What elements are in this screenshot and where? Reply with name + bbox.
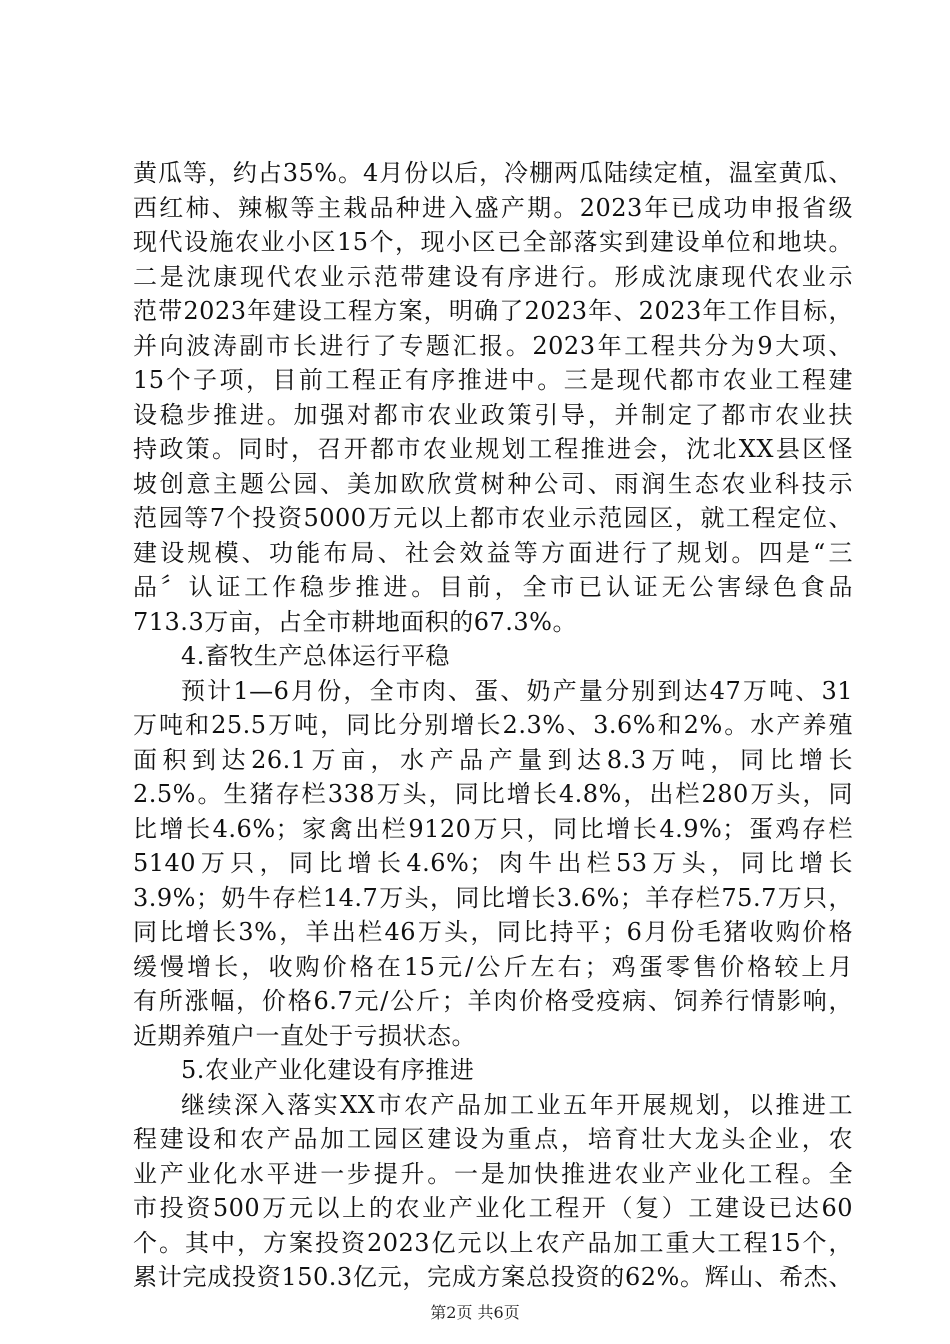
text-line: 持政策。同时，召开都市农业规划工程推进会，沈北XX县区怪 <box>133 435 853 463</box>
text-line: 现代设施农业小区15个，现小区已全部落实到建设单位和地块。 <box>133 228 853 256</box>
text-line: 业产业化水平进一步提升。一是加快推进农业产业化工程。全 <box>133 1159 853 1188</box>
text-line: 有所涨幅，价格6.7元/公斤；羊肉价格受疫病、饲养行情影响， <box>133 987 853 1015</box>
text-line: 西红柿、辣椒等主栽品种进入盛产期。2023年已成功申报省级 <box>133 193 853 222</box>
text-line: 预计1—6月份，全市肉、蛋、奶产量分别到达47万吨、31 <box>181 676 853 705</box>
text-line: 面积到达26.1万亩，水产品产量到达8.3万吨，同比增长 <box>133 745 853 774</box>
text-line: 个。其中，方案投资2023亿元以上农产品加工重大工程15个， <box>133 1228 853 1257</box>
text-line: 并向波涛副市长进行了专题汇报。2023年工程共分为9大项、 <box>133 331 853 360</box>
page-number-footer: 第2页 共6页 <box>430 1303 520 1322</box>
text-line: 建设规模、功能布局、社会效益等方面进行了规划。四是“三 <box>133 538 853 567</box>
text-line: 5140万只，同比增长4.6%；肉牛出栏53万头，同比增长 <box>133 849 853 877</box>
text-line: 坡创意主题公园、美加欧欣赏树种公司、雨润生态农业科技示 <box>133 469 853 498</box>
text-line: 15个子项，目前工程正有序推进中。三是现代都市农业工程建 <box>133 366 853 394</box>
text-line: 二是沈康现代农业示范带建设有序进行。形成沈康现代农业示 <box>133 262 853 291</box>
text-line: 累计完成投资150.3亿元，完成方案总投资的62%。辉山、希杰、 <box>133 1263 853 1291</box>
text-line: 缓慢增长，收购价格在15元/公斤左右；鸡蛋零售价格较上月 <box>133 952 853 981</box>
text-line: 同比增长3%，羊出栏46万头，同比持平；6月份毛猪收购价格 <box>133 918 853 946</box>
text-line: 市投资500万元以上的农业产业化工程开（复）工建设已达60 <box>133 1194 853 1222</box>
text-line: 品〞认证工作稳步推进。目前，全市已认证无公害绿色食品 <box>133 573 853 601</box>
text-line: 设稳步推进。加强对都市农业政策引导，并制定了都市农业扶 <box>133 400 853 429</box>
text-line: 2.5%。生猪存栏338万头，同比增长4.8%，出栏280万头，同 <box>133 780 853 808</box>
text-line: 范园等7个投资5000万元以上都市农业示范园区，就工程定位、 <box>133 504 853 532</box>
text-line: 范带2023年建设工程方案，明确了2023年、2023年工作目标， <box>133 297 853 325</box>
section-heading: 5.农业产业化建设有序推进 <box>181 1056 475 1084</box>
text-line: 继续深入落实XX市农产品加工业五年开展规划，以推进工 <box>181 1090 853 1119</box>
text-line: 近期养殖户一直处于亏损状态。 <box>133 1021 476 1050</box>
text-line: 3.9%；奶牛存栏14.7万头，同比增长3.6%；羊存栏75.7万只， <box>133 883 853 912</box>
document-body <box>133 156 853 1295</box>
section-heading: 4.畜牧生产总体运行平稳 <box>181 642 450 670</box>
text-line: 713.3万亩，占全市耕地面积的67.3%。 <box>133 607 577 636</box>
text-line: 比增长4.6%；家禽出栏9120万只，同比增长4.9%；蛋鸡存栏 <box>133 814 853 843</box>
text-line: 黄瓜等，约占35%。4月份以后，冷棚两瓜陆续定植，温室黄瓜、 <box>133 159 853 187</box>
text-line: 万吨和25.5万吨，同比分别增长2.3%、3.6%和2%。水产养殖 <box>133 711 853 739</box>
text-line: 程建设和农产品加工园区建设为重点，培育壮大龙头企业，农 <box>133 1125 853 1153</box>
